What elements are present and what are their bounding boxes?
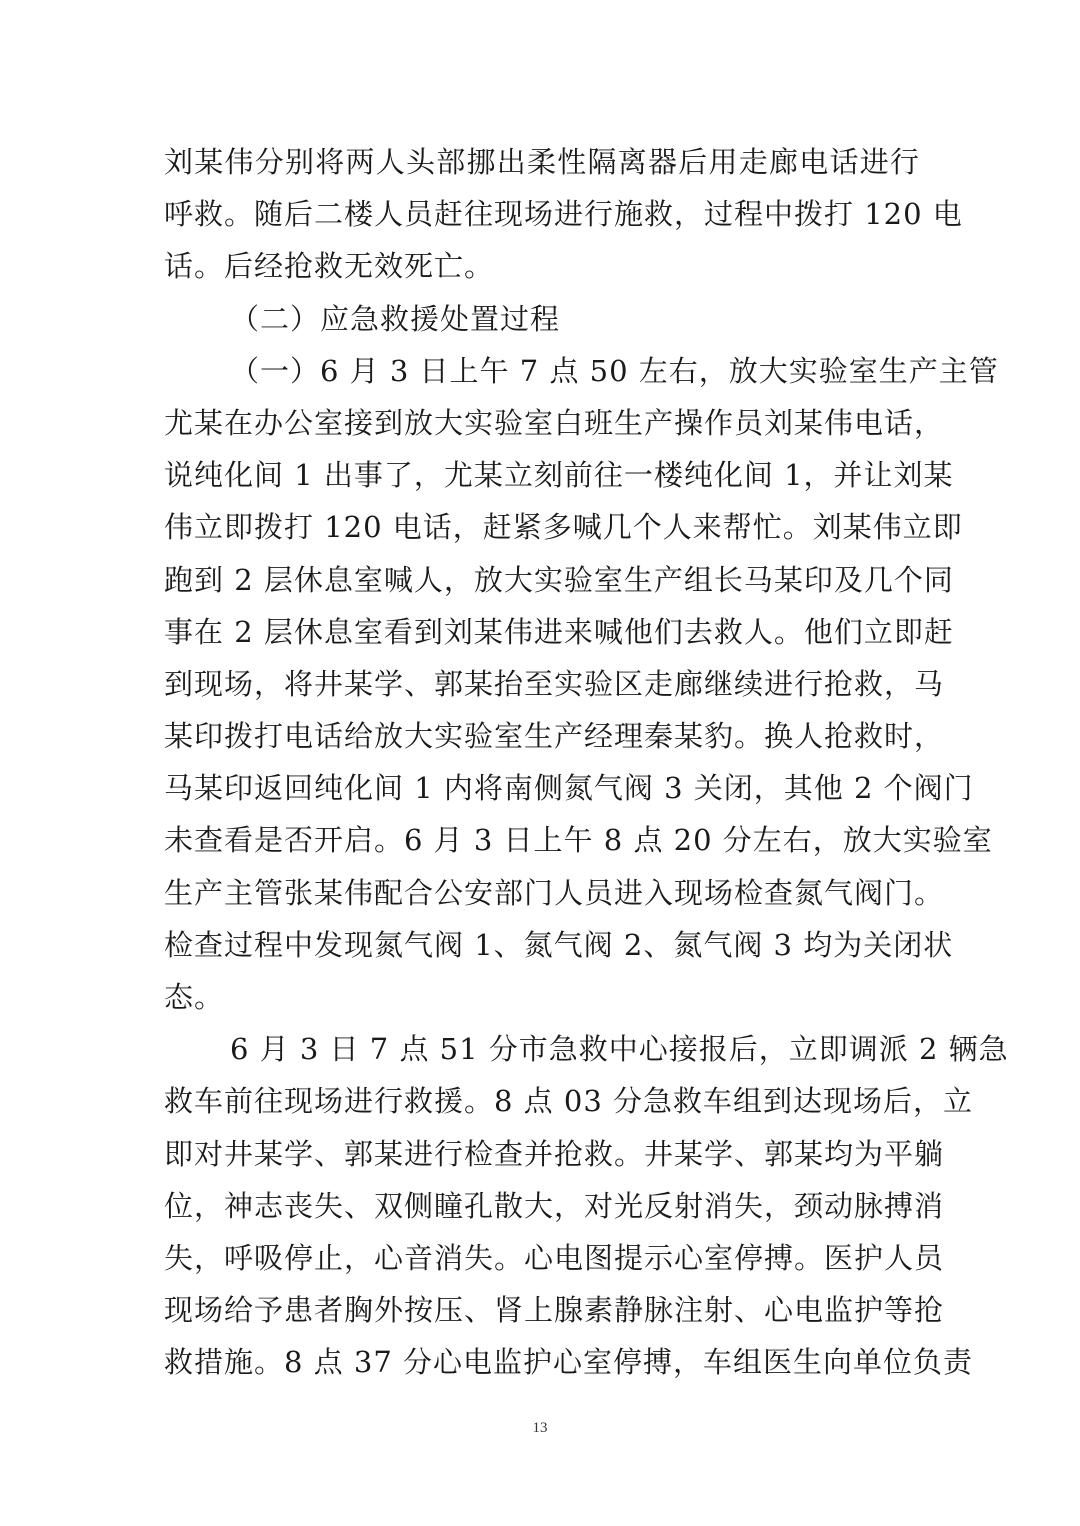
text-line: 救车前往现场进行救援。8 点 03 分急救车组到达现场后，立 [164,1084,974,1119]
text-line: 态。 [164,980,225,1014]
text-line: 说纯化间 1 出事了，尤某立刻前往一楼纯化间 1，并让刘某 [164,458,954,493]
text-line: 即对井某学、郭某进行检查并抢救。井某学、郭某均为平躺 [164,1136,945,1171]
text-line: 伟立即拨打 120 电话，赶紧多喊几个人来帮忙。刘某伟立即 [164,510,963,545]
text-line: 刘某伟分别将两人头部挪出柔性隔离器后用走廊电话进行 [164,145,920,179]
text-line: 未查看是否开启。6 月 3 日上午 8 点 20 分左右，放大实验室 [164,823,993,858]
text-line: 呼救。随后二楼人员赶往现场进行施救，过程中拨打 120 电 [164,197,963,232]
text-line: 马某印返回纯化间 1 内将南侧氮气阀 3 关闭，其他 2 个阀门 [164,771,974,806]
text-line: 尤某在办公室接到放大实验室白班生产操作员刘某伟电话， [164,405,945,440]
body-text [164,136,1009,1389]
text-line: 位，神志丧失、双侧瞳孔散大，对光反射消失，颈动脉搏消 [164,1188,945,1223]
text-line: 事在 2 层休息室看到刘某伟进来喊他们去救人。他们立即赶 [164,614,954,649]
text-line: 6 月 3 日 7 点 51 分市急救中心接报后，立即调派 2 辆急 [230,1032,1009,1067]
text-line: 失，呼吸停止，心音消失。心电图提示心室停搏。医护人员 [164,1240,945,1275]
text-line: 话。后经抢救无效死亡。 [164,249,495,284]
text-line: 某印拨打电话给放大实验室生产经理秦某豹。换人抢救时， [164,719,945,754]
text-line: 到现场，将井某学、郭某抬至实验区走廊继续进行抢救，马 [164,666,945,701]
text-line: 检查过程中发现氮气阀 1、氮气阀 2、氮气阀 3 均为关闭状 [164,927,954,962]
text-line: 跑到 2 层休息室喊人，放大实验室生产组长马某印及几个同 [164,562,954,597]
page-number: 13 [532,1420,548,1436]
section-heading: （二）应急救援处置过程 [230,301,561,336]
text-line: 生产主管张某伟配合公安部门人员进入现场检查氮气阀门。 [164,875,945,910]
text-line: （一）6 月 3 日上午 7 点 50 左右，放大实验室生产主管 [230,353,999,388]
text-line: 救措施。8 点 37 分心电监护心室停搏，车组医生向单位负责 [164,1345,974,1380]
text-line: 现场给予患者胸外按压、肾上腺素静脉注射、心电监护等抢 [164,1293,945,1328]
